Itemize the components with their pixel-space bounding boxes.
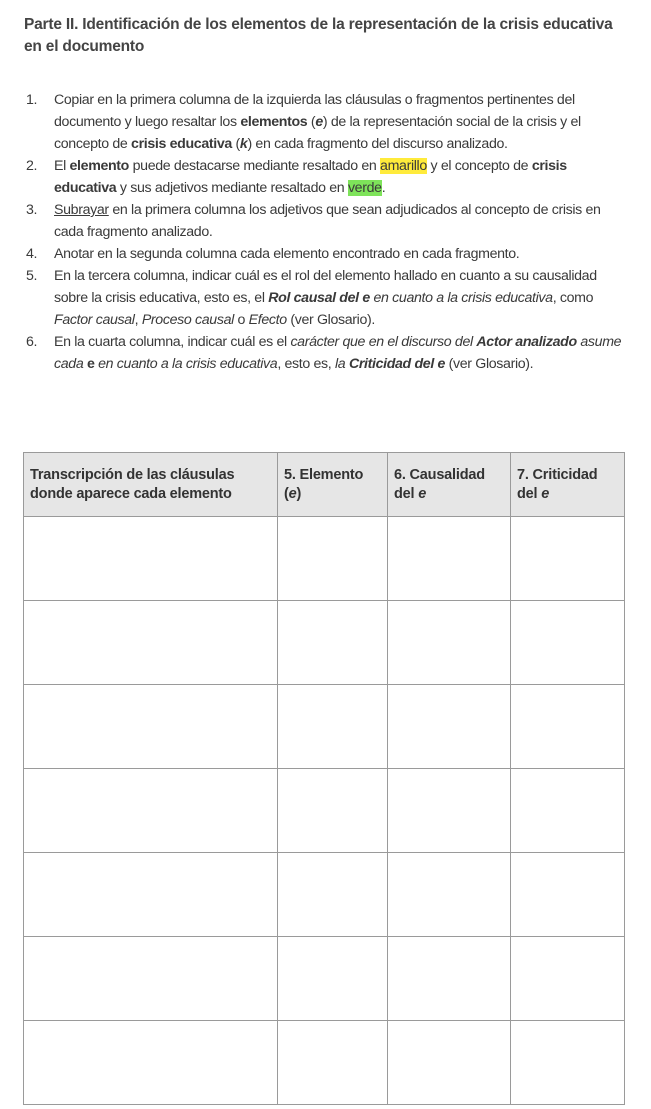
cell-causalidad[interactable] bbox=[388, 853, 511, 937]
instruction-text: carácter que en el discurso del bbox=[290, 334, 477, 350]
instruction-number: 4. bbox=[26, 246, 38, 262]
instruction-text: , esto es, bbox=[277, 356, 335, 372]
cell-causalidad[interactable] bbox=[388, 1021, 511, 1105]
instruction-text: Subrayar bbox=[54, 202, 109, 218]
instruction-text: En la tercera columna, indicar cuál es el rol del elemento hallado en cuanto a su causalidad sobre la crisis educativa, esto es, el bbox=[54, 268, 597, 306]
cell-causalidad[interactable] bbox=[388, 685, 511, 769]
header-elemento bbox=[278, 453, 388, 517]
instruction-text: y el concepto de bbox=[426, 158, 532, 174]
cell-elemento[interactable] bbox=[278, 1021, 388, 1105]
cell-criticidad[interactable] bbox=[511, 937, 625, 1021]
cell-criticidad[interactable] bbox=[511, 517, 625, 601]
table-row bbox=[24, 685, 625, 769]
cell-elemento[interactable] bbox=[278, 853, 388, 937]
cell-criticidad[interactable] bbox=[511, 769, 625, 853]
cell-transcripcion[interactable] bbox=[24, 937, 278, 1021]
analysis-table bbox=[23, 452, 625, 1105]
cell-elemento[interactable] bbox=[278, 685, 388, 769]
instruction-text: la bbox=[335, 356, 349, 372]
cell-causalidad[interactable] bbox=[388, 769, 511, 853]
instruction-text: . bbox=[381, 180, 386, 196]
instruction-text: elementos bbox=[240, 114, 308, 130]
instruction-text: (ver Glosario). bbox=[286, 312, 375, 328]
cell-transcripcion[interactable] bbox=[24, 853, 278, 937]
instruction-item bbox=[0, 155, 624, 199]
cell-transcripcion[interactable] bbox=[24, 601, 278, 685]
instruction-text: e bbox=[86, 356, 95, 372]
section-title: Parte II. Identificación de los elementos de la representación de la crisis educativa en el documento bbox=[24, 16, 613, 55]
instruction-text: (ver Glosario). bbox=[445, 356, 534, 372]
cell-criticidad[interactable] bbox=[511, 685, 625, 769]
instruction-text: en cuanto a la crisis educativa bbox=[369, 290, 553, 306]
instruction-item bbox=[0, 331, 624, 375]
instruction-text: Proceso causal bbox=[141, 312, 234, 328]
instruction-text: crisis educativa bbox=[131, 136, 232, 152]
instruction-text: k bbox=[239, 136, 248, 152]
instruction-text: Anotar en la segunda columna cada elemento encontrado en cada fragmento. bbox=[54, 246, 520, 262]
instruction-text: En la cuarta columna, indicar cuál es el bbox=[54, 334, 291, 350]
instruction-item bbox=[0, 89, 624, 155]
instruction-text: , como bbox=[552, 290, 594, 306]
instruction-text: y sus adjetivos mediante resaltado en bbox=[116, 180, 348, 196]
instruction-text: Factor causal bbox=[54, 312, 135, 328]
table-row bbox=[24, 769, 625, 853]
header-label: 5. Elemento ( bbox=[284, 466, 364, 502]
instruction-item bbox=[0, 265, 624, 331]
instruction-text: o bbox=[233, 312, 249, 328]
instruction-number: 1. bbox=[26, 92, 38, 108]
cell-transcripcion[interactable] bbox=[24, 517, 278, 601]
header-criticidad bbox=[511, 453, 625, 517]
highlighted-text: amarillo bbox=[380, 158, 427, 174]
instruction-text: Rol causal del e bbox=[268, 290, 370, 306]
header-label: 6. Causalidad del bbox=[394, 466, 485, 502]
header-label-em: e bbox=[541, 485, 550, 502]
instruction-item bbox=[0, 199, 624, 243]
cell-transcripcion[interactable] bbox=[24, 1021, 278, 1105]
highlighted-text: verde bbox=[347, 180, 382, 196]
cell-transcripcion[interactable] bbox=[24, 685, 278, 769]
cell-criticidad[interactable] bbox=[511, 601, 625, 685]
instruction-text: ( bbox=[231, 136, 240, 152]
header-transcripcion bbox=[24, 453, 278, 517]
instruction-text: crisis educativa bbox=[54, 158, 567, 196]
cell-causalidad[interactable] bbox=[388, 517, 511, 601]
instruction-text: Actor analizado bbox=[476, 334, 577, 350]
instruction-number: 6. bbox=[26, 334, 38, 350]
instruction-number: 5. bbox=[26, 268, 38, 284]
instruction-text: , bbox=[134, 312, 142, 328]
cell-causalidad[interactable] bbox=[388, 937, 511, 1021]
table-row bbox=[24, 937, 625, 1021]
cell-elemento[interactable] bbox=[278, 517, 388, 601]
instruction-text: elemento bbox=[69, 158, 130, 174]
cell-elemento[interactable] bbox=[278, 601, 388, 685]
cell-criticidad[interactable] bbox=[511, 853, 625, 937]
table-header-row bbox=[24, 453, 625, 517]
header-label: Transcripción de las cláusulas donde aparece cada elemento bbox=[30, 466, 235, 502]
cell-elemento[interactable] bbox=[278, 769, 388, 853]
table-row bbox=[24, 853, 625, 937]
instruction-number: 2. bbox=[26, 158, 38, 174]
header-causalidad bbox=[388, 453, 511, 517]
header-label-tail: ) bbox=[296, 485, 302, 502]
instruction-text: Copiar en la primera columna de la izquierda las cláusulas o fragmentos pertinentes del documento y luego resaltar los bbox=[54, 92, 575, 130]
instruction-text: El bbox=[54, 158, 70, 174]
instruction-text: asume cada bbox=[54, 334, 622, 372]
instruction-list bbox=[0, 89, 640, 375]
table-row bbox=[24, 601, 625, 685]
instruction-text: ( bbox=[307, 114, 316, 130]
cell-transcripcion[interactable] bbox=[24, 769, 278, 853]
instruction-text: e bbox=[315, 114, 323, 130]
header-label-em: e bbox=[418, 485, 427, 502]
instruction-text: en la primera columna los adjetivos que sean adjudicados al concepto de crisis en cada fragmento analizado. bbox=[54, 202, 601, 240]
cell-criticidad[interactable] bbox=[511, 1021, 625, 1105]
instruction-text: en cuanto a la crisis educativa bbox=[94, 356, 278, 372]
instruction-text: puede destacarse mediante resaltado en bbox=[129, 158, 381, 174]
header-label: 7. Criticidad del bbox=[517, 466, 598, 502]
instruction-item bbox=[0, 243, 624, 265]
instruction-text: ) de la representación social de la crisis y el concepto de bbox=[54, 114, 581, 152]
instruction-text: Criticidad del e bbox=[348, 356, 446, 372]
table-row bbox=[24, 1021, 625, 1105]
cell-elemento[interactable] bbox=[278, 937, 388, 1021]
instruction-text: Efecto bbox=[248, 312, 287, 328]
cell-causalidad[interactable] bbox=[388, 601, 511, 685]
header-label-em: e bbox=[288, 485, 297, 502]
table-row bbox=[24, 517, 625, 601]
instruction-number: 3. bbox=[26, 202, 38, 218]
instruction-text: ) en cada fragmento del discurso analizado. bbox=[247, 136, 508, 152]
